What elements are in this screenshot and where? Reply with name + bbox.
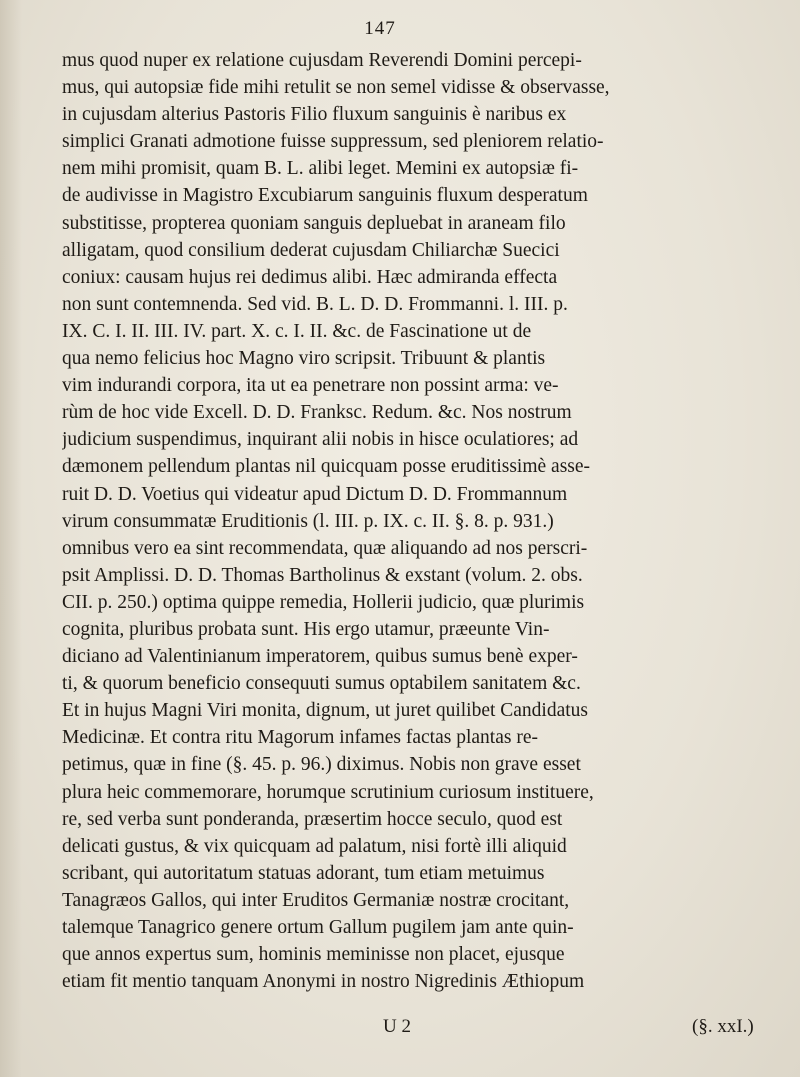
text-line: de audivisse in Magistro Excubiarum sanguinis fluxum desperatum	[62, 185, 588, 207]
text-line: mus quod nuper ex relatione cujusdam Reverendi Domini percepi-	[62, 50, 582, 71]
text-line: talemque Tanagrico genere ortum Gallum pugilem jam ante quin-	[62, 917, 574, 938]
text-line: coniux: causam hujus rei dedimus alibi. Hæc admiranda effecta	[62, 266, 558, 288]
text-line: scribant, qui autoritatum statuas adorant, tum etiam metuimus	[62, 862, 545, 884]
text-line: Tanagræos Gallos, qui inter Eruditos Germaniæ nostræ crocitant,	[62, 889, 570, 911]
text-line: simplici Granati admotione fuisse suppressum, sed pleniorem relatio-	[62, 131, 604, 153]
text-line: in cujusdam alterius Pastoris Filio fluxum sanguinis è naribus ex	[62, 104, 567, 126]
text-line: vim indurandi corpora, ita ut ea penetrare non possint arma: ve-	[62, 375, 559, 397]
text-line: omnibus vero ea sint recommendata, quæ aliquando ad nos perscri-	[62, 537, 588, 559]
page-footer	[0, 1016, 800, 1044]
page-gutter-shadow	[0, 0, 22, 1077]
text-line: Medicinæ. Et contra ritu Magorum infames factas plantas re-	[62, 727, 538, 749]
text-line: delicati gustus, & vix quicquam ad palatum, nisi fortè illi aliquid	[62, 835, 567, 857]
text-line: dæmonem pellendum plantas nil quicquam posse eruditissimè asse-	[62, 456, 591, 478]
text-line: plura heic commemorare, horumque scrutinium curiosum instituere,	[62, 781, 594, 803]
text-line: re, sed verba sunt ponderanda, præsertim hocce seculo, quod est	[62, 808, 563, 830]
text-line: Et in hujus Magni Viri monita, dignum, ut juret quilibet Candidatus	[62, 700, 589, 722]
text-line: ruit D. D. Voetius qui videatur apud Dictum D. D. Frommannum	[62, 483, 568, 505]
signature-mark: U 2	[383, 1016, 411, 1037]
text-line: diciano ad Valentinianum imperatorem, quibus sumus benè exper-	[62, 646, 578, 668]
page-number-header	[0, 18, 800, 40]
text-line: IX. C. I. II. III. IV. part. X. c. I. II. &c. de Fascinatione ut de	[62, 320, 532, 342]
text-line: non sunt contemnenda. Sed vid. B. L. D. D. Frommanni. l. III. p.	[62, 293, 568, 315]
body-text	[62, 47, 762, 995]
text-line: ti, & quorum beneficio consequuti sumus optabilem sanitatem &c.	[62, 673, 581, 695]
text-line: judicium suspendimus, inquirant alii nobis in hisce oculatiores; ad	[62, 429, 579, 451]
text-line: mus, qui autopsiæ fide mihi retulit se non semel vidisse & observasse,	[62, 77, 610, 99]
text-line: virum consummatæ Eruditionis (l. III. p. IX. c. II. §. 8. p. 931.)	[62, 510, 554, 532]
text-line: alligatam, quod consilium dederat cujusdam Chiliarchæ Suecici	[62, 239, 560, 261]
text-line: CII. p. 250.) optima quippe remedia, Hollerii judicio, quæ plurimis	[62, 591, 585, 613]
text-line: psit Amplissi. D. D. Thomas Bartholinus & exstant (volum. 2. obs.	[62, 564, 583, 586]
text-line: etiam fit mentio tanquam Anonymi in nostro Nigredinis Æthiopum	[62, 971, 585, 993]
text-line: petimus, quæ in fine (§. 45. p. 96.) diximus. Nobis non grave esset	[62, 754, 581, 776]
text-line: nem mihi promisit, quam B. L. alibi leget. Memini ex autopsiæ fi-	[62, 158, 579, 180]
text-line: que annos expertus sum, hominis meminisse non placet, ejusque	[62, 944, 565, 966]
catchword: (§. xxI.)	[692, 1016, 754, 1037]
text-line: substitisse, propterea quoniam sanguis depluebat in araneam filo	[62, 212, 566, 234]
page-number: 147	[364, 18, 396, 39]
text-line: cognita, pluribus probata sunt. His ergo utamur, præeunte Vin-	[62, 618, 550, 640]
text-line: rùm de hoc vide Excell. D. D. Franksc. Redum. &c. Nos nostrum	[62, 402, 572, 424]
text-line: qua nemo felicius hoc Magno viro scripsit. Tribuunt & plantis	[62, 348, 546, 370]
